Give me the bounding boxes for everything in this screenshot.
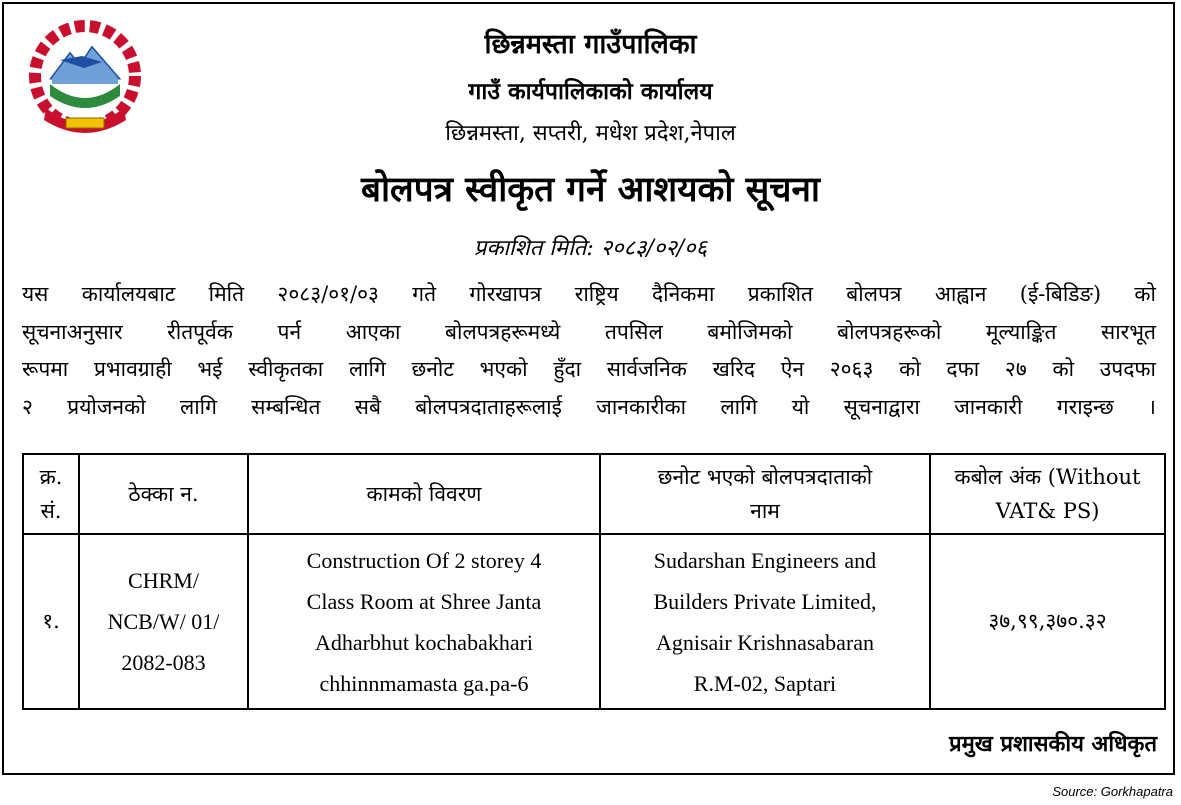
office-address: छिन्नमस्ता, सप्तरी, मधेश प्रदेश,नेपाल bbox=[445, 121, 736, 146]
header-bid-amount: कबोल अंक (Without VAT& PS) bbox=[930, 454, 1165, 534]
notice-body-line: २ प्रयोजनको लागि सम्बन्धित सबै बोलपत्रदाताहरूलाई जानकारीका लागि यो सूचनाद्वारा जानकारी गराइन्छ । bbox=[22, 394, 1156, 419]
cell-contract-number: CHRM/ NCB/W/ 01/ 2082-083 bbox=[79, 534, 248, 709]
notice-body-line: सूचनाअनुसार रीतपूर्वक पर्न आएका बोलपत्रहरूमध्ये तपसिल बमोजिमको बोलपत्रहरूको मूल्याङ्कित सारभूत bbox=[22, 319, 1156, 344]
signatory-title: प्रमुख प्रशासकीय अधिकृत bbox=[949, 731, 1157, 757]
office-name: गाउँ कार्यपालिकाको कार्यालय bbox=[468, 78, 713, 105]
notice-body bbox=[22, 276, 1156, 426]
table-header-row bbox=[23, 454, 1165, 534]
table-row bbox=[23, 534, 1165, 709]
cell-bidder-name: Sudarshan Engineers and Builders Private Limited, Agnisair Krishnasabaran R.M-02, Saptari bbox=[600, 534, 930, 709]
notice-title: बोलपत्र स्वीकृत गर्ने आशयको सूचना bbox=[360, 169, 820, 210]
header-bidder-name: छनोट भएको बोलपत्रदाताको नाम bbox=[600, 454, 930, 534]
cell-work-description: Construction Of 2 storey 4 Class Room at Shree Janta Adharbhut kochabakhari chhinnmamasta ga.pa-6 bbox=[248, 534, 600, 709]
header-serial-number: क्र. सं. bbox=[23, 454, 79, 534]
cell-serial-number: १. bbox=[23, 534, 79, 709]
cell-bid-amount: ३७,९९,३७०.३२ bbox=[930, 534, 1165, 709]
header-work-description: कामको विवरण bbox=[248, 454, 600, 534]
header-contract-number: ठेक्का न. bbox=[79, 454, 248, 534]
source-credit: Source: Gorkhapatra bbox=[1052, 784, 1173, 799]
municipality-name: छिन्नमस्ता गाउँपालिका bbox=[484, 29, 697, 60]
notice-body-line: रूपमा प्रभावग्राही भई स्वीकृतका लागि छनोट भएको हुँदा सार्वजनिक खरिद ऐन २०६३ को दफा २७ को उपदफा bbox=[22, 357, 1156, 381]
bid-table bbox=[22, 453, 1166, 710]
notice-body-line: यस कार्यालयबाट मिति २०८३/०१/०३ गते गोरखापत्र राष्ट्रिय दैनिकमा प्रकाशित बोलपत्र आह्वान (ई-बिडिङ) को bbox=[22, 282, 1156, 306]
published-date: प्रकाशित मिति: २०८३/०२/०६ bbox=[473, 236, 708, 261]
